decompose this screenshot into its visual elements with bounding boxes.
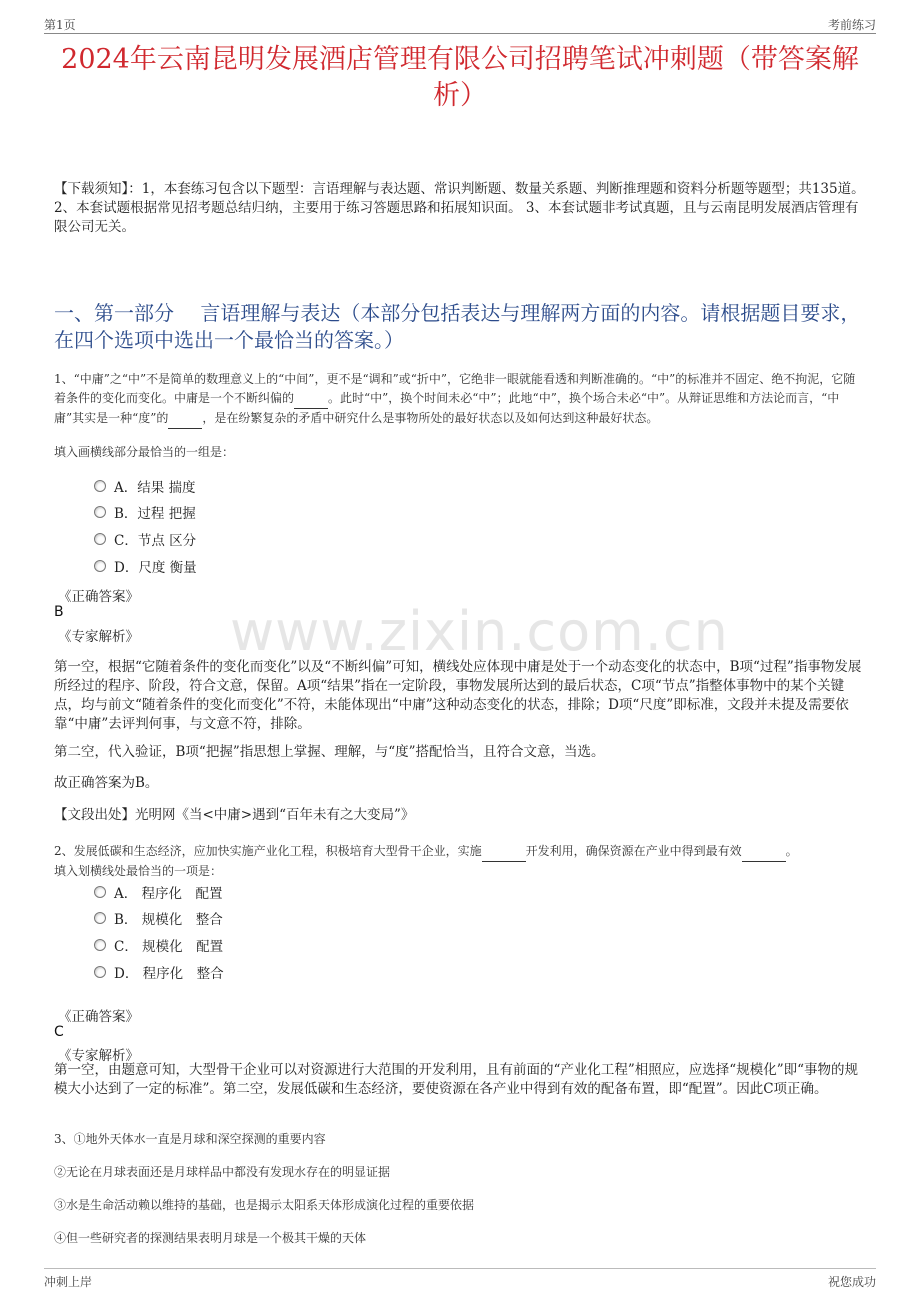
q2-answer-label: 《正确答案》 [58, 1009, 139, 1025]
q1-text-part-a: 1、“中庸”之“中”不是简单的数理意义上的“中间”，更不是“调和”或“折中”，它绝非一眼就能看透和判断准确的。“中”的标准并不固定、绝不拘泥，它随着条件的变化而变化。中庸是一个不断纠偏的 [54, 372, 856, 405]
option-label: B． 规模化 整合 [114, 912, 223, 928]
question-1-prompt: 填入画横线部分最恰当的一组是： [54, 445, 235, 459]
radio-icon[interactable] [94, 912, 106, 924]
q2-option-b[interactable] [94, 908, 223, 928]
q2-text-part-a: 2、发展低碳和生态经济，应加快实施产业化工程，积极培育大型骨干企业，实施 [54, 844, 482, 858]
q2-option-c[interactable] [94, 935, 223, 955]
question-2-text [54, 842, 866, 862]
footer-left: 冲刺上岸 [44, 1275, 93, 1289]
footer-right: 祝您成功 [827, 1275, 876, 1289]
option-label: A．结果 揣度 [114, 480, 196, 496]
radio-icon[interactable] [94, 506, 106, 518]
download-notice: 【下载须知】：1，本套练习包含以下题型：言语理解与表达题、常识判断题、数量关系题、判断推理题和资料分析题等题型；共135道。 2、本套试题根据常见招考题总结归纳，主要用于练习答题思路和拓展知识面。 3、本套试题非考试真题，且与云南昆明发展酒店管理有限公司无关。 [54, 181, 865, 235]
q1-blank-2 [168, 409, 202, 429]
q2-analysis-label: 《专家解析》 [58, 1048, 139, 1064]
q1-blank-1 [294, 389, 328, 409]
document-title: 2024年云南昆明发展酒店管理有限公司招聘笔试冲刺题（带答案解析） [61, 44, 859, 111]
option-label: D． 程序化 整合 [114, 966, 224, 982]
q3-line-2: ②无论在月球表面还是月球样品中都没有发现水存在的明显证据 [54, 1165, 391, 1179]
radio-icon[interactable] [94, 966, 106, 978]
q1-text-part-c: ，是在纷繁复杂的矛盾中研究什么是事物所处的最好状态以及如何达到这种最好状态。 [202, 411, 659, 425]
radio-icon[interactable] [94, 886, 106, 898]
q2-text-part-b: 开发利用，确保资源在产业中得到最有效 [525, 844, 742, 858]
radio-icon[interactable] [94, 939, 106, 951]
option-label: C． 规模化 配置 [114, 939, 224, 955]
q2-option-a[interactable] [94, 882, 223, 902]
watermark: www.zixin.com.cn [230, 600, 729, 663]
q1-analysis-paragraph-1: 第一空，根据“它随着条件的变化而变化”以及“不断纠偏”可知，横线处应体现中庸是处于一个动态变化的状态中，B项“过程”指事物发展所经过的程序、阶段，符合文意，保留。A项“结果”指在一定阶段，事物发展所达到的最后状态，C项“节点”指整体事物中的某个关键点，均与前文“随着条件的变化而变化”不符，未能体现出“中庸”这种动态变化的状态，排除；D项“尺度”即标准，文段并未提及需要依靠“中庸”去评判何事，与文意不符，排除。 [54, 659, 862, 732]
section-heading: 一、第一部分 言语理解与表达（本部分包括表达与理解两方面的内容。请根据题目要求，在四个选项中选出一个最恰当的答案。） [54, 301, 861, 352]
q1-answer-label: 《正确答案》 [58, 589, 139, 605]
page-header [44, 14, 876, 34]
radio-icon[interactable] [94, 533, 106, 545]
q2-blank-1 [482, 842, 526, 862]
option-label: B．过程 把握 [114, 506, 196, 522]
q3-line-1: 3、①地外天体水一直是月球和深空探测的重要内容 [54, 1132, 326, 1146]
question-1-text [54, 370, 866, 429]
q1-analysis-label: 《专家解析》 [58, 629, 139, 645]
q2-option-d[interactable] [94, 962, 224, 982]
q1-analysis-paragraph-3: 故正确答案为B。 [54, 775, 159, 791]
option-label: A． 程序化 配置 [114, 886, 223, 902]
q1-answer: B [54, 604, 64, 620]
header-tag: 考前练习 [827, 18, 876, 32]
q1-source: 【文段出处】光明网《当<中庸>遇到“百年未有之大变局”》 [54, 807, 415, 823]
q1-text-part-b: 。此时“中”，换个时间未必“中”；此地“中”，换个场合未必“中”。从辩证思维和方法论而言，“中庸”其实是一种“度”的 [54, 391, 840, 425]
page-footer [44, 1268, 876, 1288]
q1-option-d[interactable] [94, 556, 197, 576]
q1-option-a[interactable] [94, 476, 196, 496]
option-label: C．节点 区分 [114, 533, 197, 549]
q1-option-c[interactable] [94, 529, 196, 549]
option-label: D．尺度 衡量 [114, 560, 197, 576]
q3-line-4: ④但一些研究者的探测结果表明月球是一个极其干燥的天体 [54, 1231, 367, 1245]
radio-icon[interactable] [94, 560, 106, 572]
q2-text-part-c: 。 [785, 844, 798, 858]
q2-answer: C [54, 1024, 64, 1040]
q2-analysis: 第一空，由题意可知，大型骨干企业可以对资源进行大范围的开发利用，且有前面的“产业化工程”相照应，应选择“规模化”即“事物的规模大小达到了一定的标准”。第二空，发展低碳和生态经济，要使资源在各产业中得到有效的配备布置，即“配置”。因此C项正确。 [54, 1062, 859, 1097]
q2-blank-2 [742, 842, 786, 862]
q1-analysis-paragraph-2: 第二空，代入验证，B项“把握”指思想上掌握、理解，与“度”搭配恰当，且符合文意，当选。 [54, 744, 605, 760]
q1-option-b[interactable] [94, 502, 196, 522]
q3-line-3: ③水是生命活动赖以维持的基础，也是揭示太阳系天体形成演化过程的重要依据 [54, 1198, 475, 1212]
radio-icon[interactable] [94, 480, 106, 492]
page-number: 第1页 [44, 18, 76, 32]
question-2-prompt: 填入划横线处最恰当的一项是： [54, 864, 223, 878]
